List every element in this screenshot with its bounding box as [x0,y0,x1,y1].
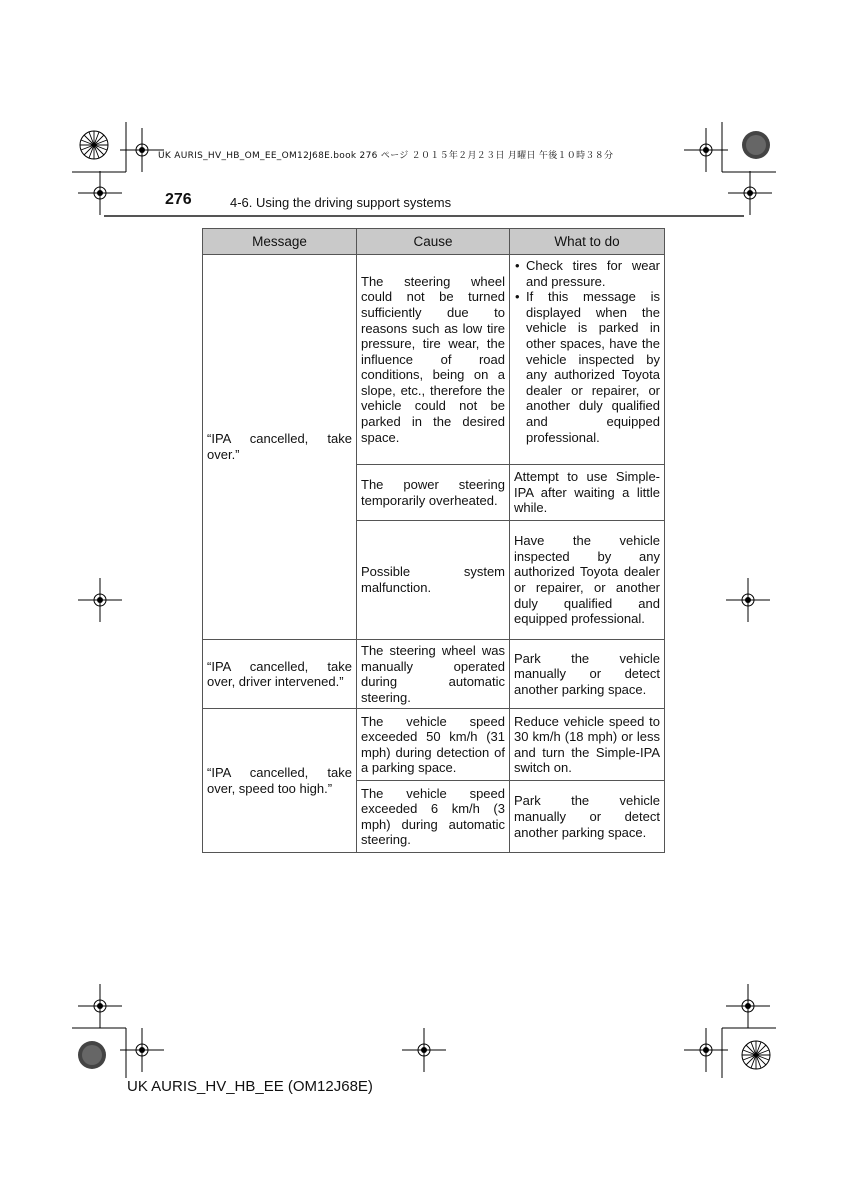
header-divider [104,215,744,217]
action-bullet: • If this message is displayed when the vehicle is parked in other spaces, have the vehicle inspected by any authorized Toyota dealer or repairer, or another duly qualified and equipped professional. [514,289,660,445]
cause-cell: The vehicle speed exceeded 6 km/h (3 mph) during automatic steering. [357,781,510,853]
column-header-cause: Cause [357,229,510,255]
message-cell: “IPA cancelled, take over, speed too high.” [203,709,357,853]
message-cell: “IPA cancelled, take over.” [203,255,357,640]
print-header: UK AURIS_HV_HB_OM_EE_OM12J68E.book 276 ページ ２０１５年２月２３日 月曜日 午後１０時３８分 [158,151,614,161]
message-table [202,228,665,853]
cause-cell: The power steering temporarily overheated. [357,465,510,521]
footer-model-code: UK AURIS_HV_HB_EE (OM12J68E) [127,1078,373,1095]
cause-cell: The vehicle speed exceeded 50 km/h (31 mph) during detection of a parking space. [357,709,510,781]
action-cell: Reduce vehicle speed to 30 km/h (18 mph) or less and turn the Simple-IPA switch on. [510,709,665,781]
action-cell: Attempt to use Simple-IPA after waiting a little while. [510,465,665,521]
cause-cell: The steering wheel could not be turned sufficiently due to reasons such as low tire pressure, tire wear, the influence of road conditions, being on a slope, etc., therefore the vehicle could not be parked in the desired space. [357,255,510,465]
column-header-what-to-do: What to do [510,229,665,255]
table-row [203,709,665,781]
action-cell [510,255,665,465]
action-bullet: • Check tires for wear and pressure. [514,258,660,289]
action-bullet-list [514,258,660,445]
message-cell: “IPA cancelled, take over, driver intervened.” [203,640,357,709]
cause-cell: Possible system malfunction. [357,521,510,640]
table-row [203,640,665,709]
section-title: 4-6. Using the driving support systems [230,195,452,210]
action-cell: Park the vehicle manually or detect another parking space. [510,640,665,709]
cause-cell: The steering wheel was manually operated during automatic steering. [357,640,510,709]
table-row [203,255,665,465]
action-cell: Have the vehicle inspected by any authorized Toyota dealer or repairer, or another duly qualified and equipped professional. [510,521,665,640]
table-header-row [203,229,665,255]
column-header-message: Message [203,229,357,255]
page-number: 276 [165,191,192,208]
action-cell: Park the vehicle manually or detect another parking space. [510,781,665,853]
